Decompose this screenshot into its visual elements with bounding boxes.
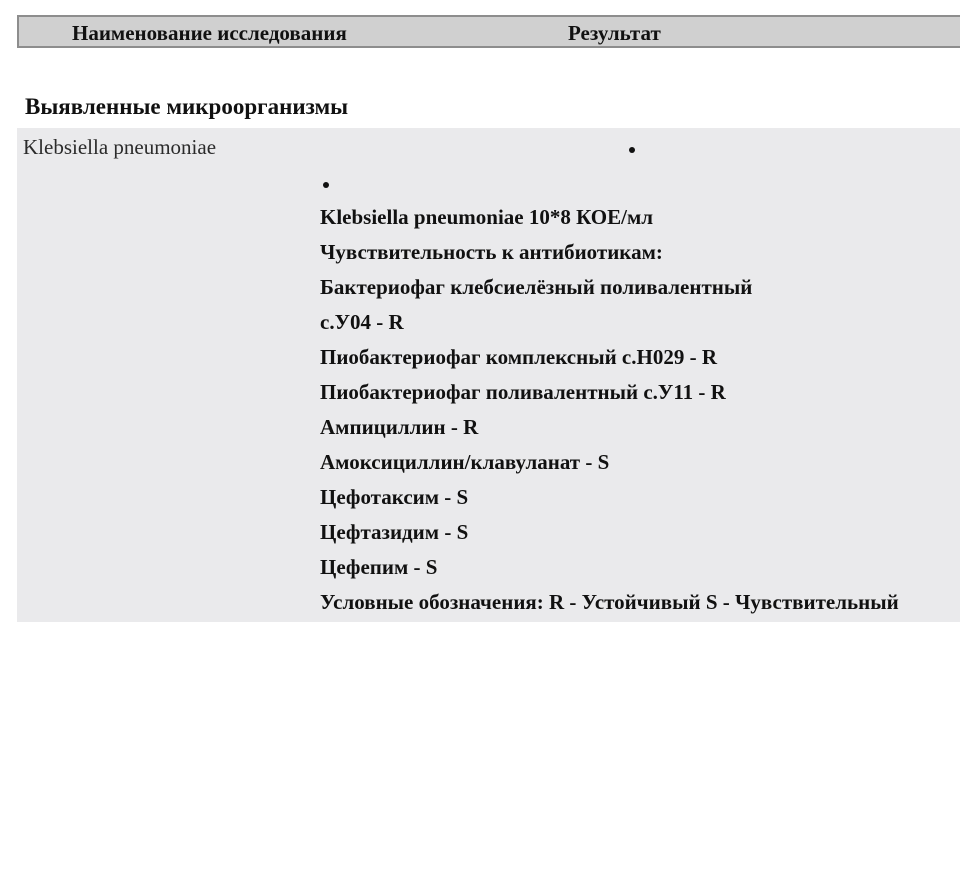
column-header-result: Результат — [568, 21, 661, 45]
result-line: Цефтазидим - S — [320, 520, 469, 544]
bullet-dot-icon — [323, 182, 329, 188]
organism-name: Klebsiella pneumoniae — [23, 135, 217, 159]
column-header-name: Наименование исследования — [72, 21, 347, 45]
result-text-block — [320, 200, 960, 620]
result-line: Цефотаксим - S — [320, 485, 469, 509]
table-header-bar — [17, 15, 960, 48]
result-line: Бактериофаг клебсиелёзный поливалентный — [320, 275, 753, 299]
table-row — [17, 128, 960, 622]
result-line: Ампициллин - R — [320, 415, 479, 439]
result-line: Цефепим - S — [320, 555, 438, 579]
result-line: Пиобактериофаг поливалентный с.У11 - R — [320, 380, 726, 404]
bullet-dot-icon — [629, 147, 635, 153]
result-line: с.У04 - R — [320, 310, 404, 334]
result-line: Klebsiella pneumoniae 10*8 КОЕ/мл — [320, 205, 654, 229]
result-line: Амоксициллин/клавуланат - S — [320, 450, 610, 474]
result-line: Чувствительность к антибиотикам: — [320, 240, 663, 264]
result-line: Условные обозначения: R - Устойчивый S - Чувствительный — [320, 590, 899, 614]
section-title-detected-microorganisms: Выявленные микроорганизмы — [25, 94, 349, 119]
result-line: Пиобактериофаг комплексный с.Н029 - R — [320, 345, 718, 369]
